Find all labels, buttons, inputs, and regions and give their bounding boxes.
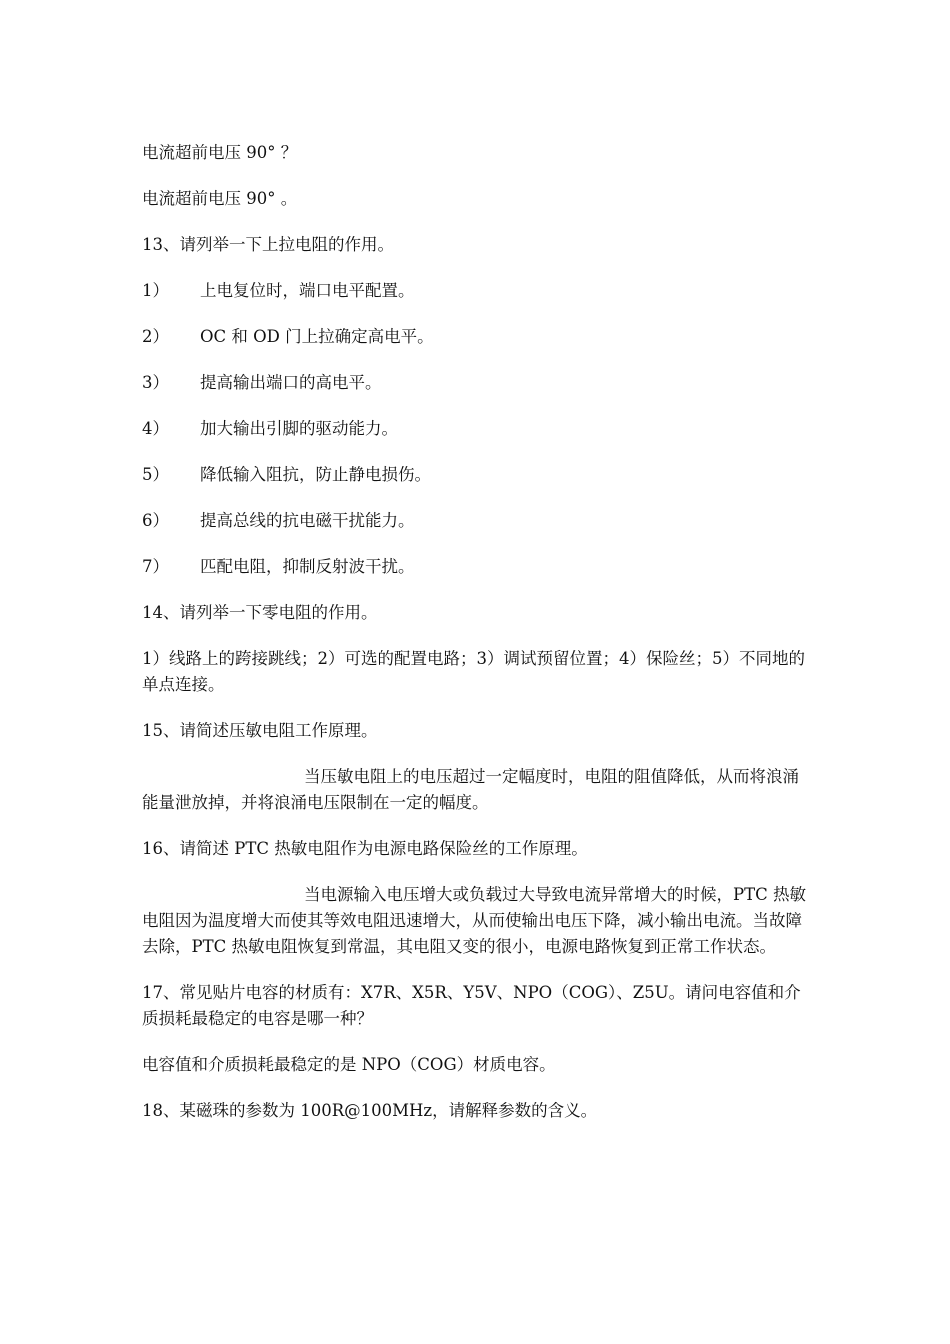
- list-item-number: 2）: [142, 327, 169, 346]
- question-17: 17、常见贴片电容的材质有：X7R、X5R、Y5V、NPO（COG）、Z5U。请问电容值和介质损耗最稳定的电容是哪一种？: [142, 983, 801, 1028]
- paragraph-phase-question: 电流超前电压 90° ？: [142, 143, 298, 162]
- list-item: [142, 278, 807, 304]
- question-13: 13、请列举一下上拉电阻的作用。: [142, 235, 394, 254]
- list-item-text: 提高输出端口的高电平。: [200, 373, 382, 392]
- list-item-number: 6）: [142, 511, 169, 530]
- answer-14: 1）线路上的跨接跳线；2）可选的配置电路；3）调试预留位置；4）保险丝；5）不同地的单点连接。: [142, 649, 805, 694]
- paragraph-phase-answer: 电流超前电压 90° 。: [142, 189, 298, 208]
- list-item: [142, 370, 807, 396]
- list-item-text: 上电复位时，端口电平配置。: [200, 281, 415, 300]
- question-14: 14、请列举一下零电阻的作用。: [142, 603, 378, 622]
- list-item-text: OC 和 OD 门上拉确定高电平。: [200, 327, 434, 346]
- answer-17: 电容值和介质损耗最稳定的是 NPO（COG）材质电容。: [142, 1055, 556, 1074]
- list-item: [142, 554, 807, 580]
- list-item-text: 加大输出引脚的驱动能力。: [200, 419, 398, 438]
- list-item-number: 1）: [142, 281, 169, 300]
- list-item-text: 匹配电阻，抑制反射波干扰。: [200, 557, 415, 576]
- list-item-text: 提高总线的抗电磁干扰能力。: [200, 511, 415, 530]
- list-item: [142, 462, 807, 488]
- answer-16: 当电源输入电压增大或负载过大导致电流异常增大的时候，PTC 热敏电阻因为温度增大而使其等效电阻迅速增大，从而使输出电压下降，减小输出电流。当故障去除，PTC 热敏电阻恢复到常温，其电阻又变的很小，电源电路恢复到正常工作状态。: [142, 885, 806, 956]
- list-item-number: 4）: [142, 419, 169, 438]
- question-18: 18、某磁珠的参数为 100R@100MHz，请解释参数的含义。: [142, 1101, 598, 1120]
- document-body: [142, 140, 807, 1144]
- question-15: 15、请简述压敏电阻工作原理。: [142, 721, 378, 740]
- list-item-text: 降低输入阻抗，防止静电损伤。: [200, 465, 431, 484]
- list-item: [142, 508, 807, 534]
- question-16: 16、请简述 PTC 热敏电阻作为电源电路保险丝的工作原理。: [142, 839, 588, 858]
- list-item: [142, 324, 807, 350]
- list-item-number: 5）: [142, 465, 169, 484]
- list-item: [142, 416, 807, 442]
- list-item-number: 7）: [142, 557, 169, 576]
- list-item-number: 3）: [142, 373, 169, 392]
- answer-15: 当压敏电阻上的电压超过一定幅度时，电阻的阻值降低，从而将浪涌能量泄放掉，并将浪涌电压限制在一定的幅度。: [142, 767, 799, 812]
